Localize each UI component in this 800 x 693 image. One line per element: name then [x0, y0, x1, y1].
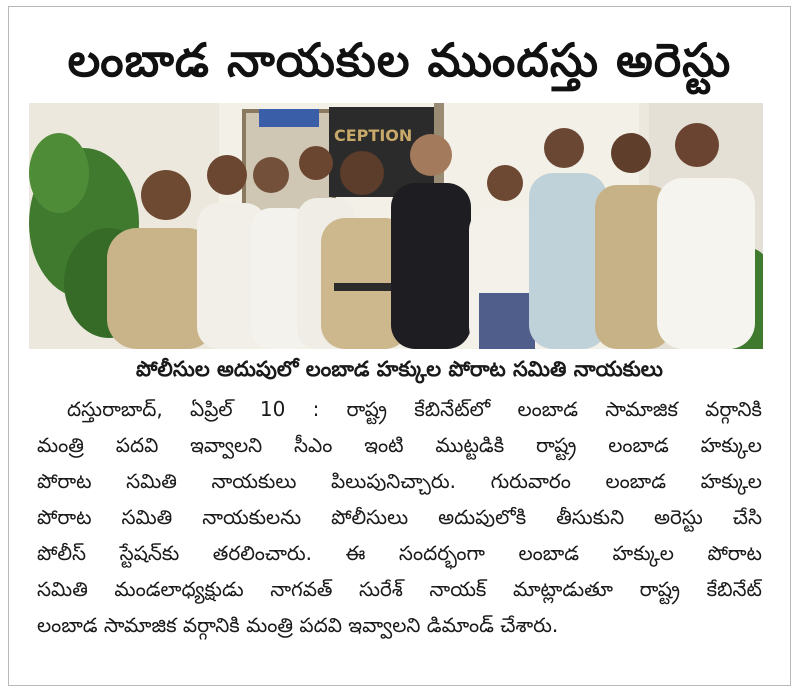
body-line: లంబాడ సామాజిక వర్గానికి మంత్రి పదవి ఇవ్వాలని డిమాండ్ చేశారు.: [37, 613, 559, 637]
photo-caption: పోలీసుల అదుపులో లంబాడ హక్కుల పోరాట సమితి నాయకులు: [136, 357, 663, 381]
body-line: సమితి మండలాధ్యక్షుడు నాగవత్ సురేశ్ నాయక్ మాట్లాడుతూ రాష్ట్ర కేబినేట్: [37, 577, 762, 601]
group-photo-illustration: [29, 103, 763, 349]
article-body: [37, 391, 762, 643]
body-line: పోలీస్ స్టేషన్‌కు తరలించారు. ఈ సందర్భంగా లంబాడ హక్కుల పోరాట: [37, 541, 762, 565]
body-line: దస్తురాబాద్, ఏప్రిల్ 10 : రాష్ట్ర కేబినేట్‌లో లంబాడ సామాజిక వర్గానికి: [67, 397, 762, 421]
body-line: మంత్రి పదవి ఇవ్వాలని సీఎం ఇంటి ముట్టడికి రాష్ట్ర లంబాడ హక్కుల: [37, 433, 762, 457]
body-line: పోరాట సమితి నాయకులను పోలీసులు అదుపులోకి తీసుకుని అరెస్టు చేసి: [37, 505, 762, 529]
news-clipping: [8, 6, 791, 686]
news-photo: [29, 103, 763, 349]
wall-sign-text: CEPTION: [334, 126, 413, 145]
headline: లంబాడ నాయకుల ముందస్తు అరెస్టు: [67, 33, 732, 87]
body-line: పోరాట సమితి నాయకులు పిలుపునిచ్చారు. గురువారం లంబాడ హక్కుల: [37, 469, 762, 493]
